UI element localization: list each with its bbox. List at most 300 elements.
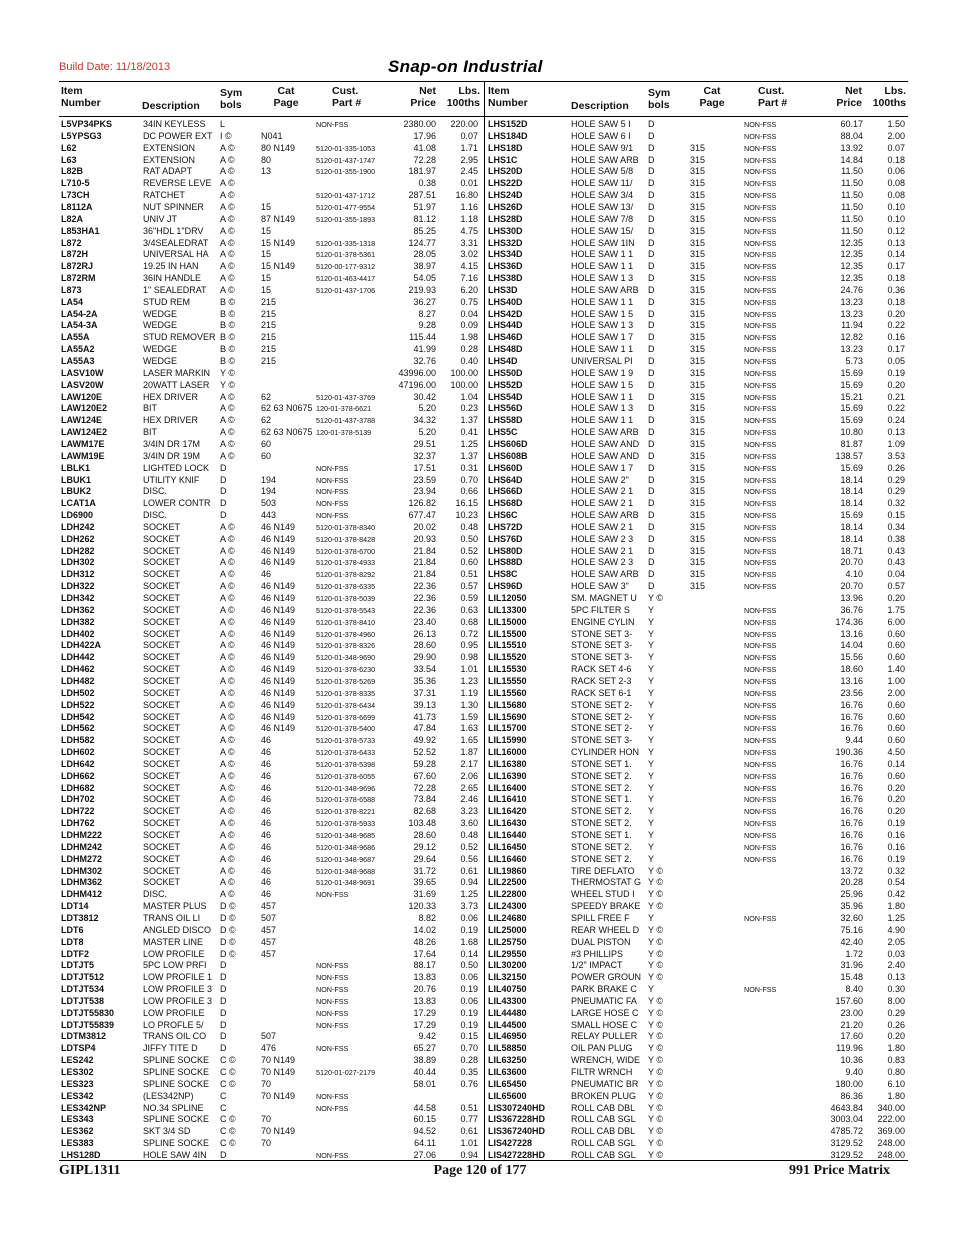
table-row: [0, 261, 960, 273]
item-cust-part: 5120-01-378-4960: [316, 629, 376, 639]
table-row: [0, 617, 960, 629]
item-description: HOLE SAW 1 3: [571, 273, 634, 284]
item-net-price: 31.69: [413, 889, 436, 900]
item-cust-part: 5120-01-378-6699: [316, 712, 376, 722]
item-net-price: 88.04: [840, 130, 863, 141]
item-weight: 2.06: [460, 770, 478, 781]
item-number: LHS152D: [488, 119, 528, 129]
item-net-price: 16.76: [840, 699, 863, 710]
item-number: LHS50D: [488, 367, 523, 378]
item-weight: 0.31: [460, 462, 478, 473]
item-description: RATCHET: [143, 190, 185, 201]
item-cust-part: NON-FSS: [744, 736, 777, 746]
item-description: HOLE SAW 3/4: [571, 190, 634, 201]
item-symbols: A ©: [220, 284, 235, 295]
item-net-price: 47196.00: [398, 379, 436, 390]
item-cust-part: 5120-01-378-8326: [316, 641, 376, 651]
table-row: [0, 913, 960, 925]
item-weight: 1.01: [460, 664, 478, 675]
item-description: WRENCH, WIDE: [571, 1055, 640, 1066]
item-net-price: 44.58: [413, 1102, 436, 1113]
item-cust-part: NON-FSS: [744, 475, 777, 485]
item-description: MASTER PLUS: [143, 901, 207, 912]
item-cust-part: 5120-01-378-6434: [316, 700, 376, 710]
item-weight: 1.25: [887, 912, 905, 923]
item-number: LIL24680: [488, 912, 527, 923]
item-cat-page: 70 N149: [261, 1067, 296, 1077]
item-symbols: Y: [648, 711, 655, 722]
item-description: JIFFY TITE D: [143, 1043, 198, 1054]
item-weight: 0.70: [460, 1043, 478, 1054]
item-net-price: 38.97: [413, 261, 436, 272]
item-number: LHS1C: [488, 154, 518, 165]
item-description: SOCKET: [143, 687, 181, 698]
item-net-price: 73.84: [413, 794, 436, 805]
item-weight: 0.22: [887, 403, 905, 414]
item-net-price: 9.40: [845, 1067, 863, 1077]
item-number: LIL16380: [488, 758, 527, 769]
item-net-price: 2380.00: [403, 119, 436, 129]
item-weight: 0.09: [460, 320, 478, 331]
item-net-price: 4643.84: [830, 1102, 863, 1113]
item-net-price: 17.29: [413, 1019, 436, 1030]
item-symbols: D: [648, 213, 655, 224]
item-weight: 1.98: [460, 332, 478, 343]
item-symbols: A ©: [220, 794, 235, 805]
item-net-price: 42.40: [840, 936, 863, 947]
item-number: LDH482: [61, 675, 95, 686]
left-header-item: Item Number: [61, 85, 101, 109]
item-description: SOCKET: [143, 865, 181, 876]
item-number: LDTJT538: [61, 995, 105, 1006]
item-weight: 248.00: [877, 1138, 905, 1149]
item-cat-page: 80 N149: [261, 142, 296, 153]
item-cust-part: NON-FSS: [744, 795, 777, 805]
item-symbols: Y: [648, 747, 655, 758]
item-weight: 0.20: [887, 806, 905, 817]
item-symbols: A ©: [220, 261, 235, 272]
item-cat-page: 315: [690, 344, 706, 355]
item-description: SOCKET: [143, 699, 181, 710]
item-description: HOLE SAW AND: [571, 438, 640, 449]
item-cust-part: NON-FSS: [744, 250, 777, 260]
item-net-price: 39.65: [413, 877, 436, 888]
item-symbols: C ©: [220, 1067, 236, 1077]
table-row: [0, 332, 960, 344]
item-cust-part: 5120-01-378-6433: [316, 748, 376, 758]
item-cust-part: 5120-01-348-9687: [316, 854, 376, 864]
item-net-price: 21.20: [840, 1019, 863, 1030]
item-cust-part: NON-FSS: [744, 131, 777, 141]
item-net-price: 86.36: [840, 1090, 863, 1101]
item-number: LHS80D: [488, 545, 523, 556]
item-number: LDH402: [61, 628, 95, 639]
item-net-price: 60.15: [413, 1114, 436, 1125]
item-net-price: 38.89: [413, 1055, 436, 1066]
item-symbols: D: [648, 545, 655, 556]
item-number: LDT6: [61, 924, 84, 935]
item-description: (LES342NP): [143, 1090, 194, 1101]
item-cust-part: NON-FSS: [744, 439, 777, 449]
item-net-price: 18.14: [840, 498, 863, 509]
left-header-lbs: Lbs. 100ths: [446, 85, 480, 109]
item-symbols: Y ©: [648, 889, 663, 900]
table-row: [0, 712, 960, 724]
item-cust-part: NON-FSS: [744, 167, 777, 177]
item-description: LARGE HOSE C: [571, 1007, 639, 1018]
item-description: SOCKET: [143, 830, 181, 840]
table-row: [0, 901, 960, 913]
item-weight: 0.30: [887, 984, 905, 995]
item-cust-part: 5120-01-437-3788: [316, 416, 376, 426]
item-number: LIL16450: [488, 841, 527, 852]
item-description: CYLINDER HON: [571, 747, 640, 758]
item-symbols: A ©: [220, 735, 235, 746]
item-weight: 0.60: [887, 699, 905, 710]
item-symbols: A ©: [220, 166, 235, 177]
item-symbols: D: [648, 403, 655, 414]
item-symbols: A ©: [220, 201, 235, 212]
item-weight: 0.14: [460, 948, 478, 959]
item-symbols: D: [648, 367, 655, 378]
item-cat-page: 315: [690, 213, 706, 224]
item-number: L872RM: [61, 273, 96, 284]
item-net-price: 24.76: [840, 284, 863, 295]
item-symbols: A ©: [220, 403, 235, 414]
table-row: [0, 1091, 960, 1103]
item-description: HOLE SAW 2 1: [571, 545, 634, 556]
item-description: STONE SET 1.: [571, 758, 632, 769]
item-net-price: 32.60: [840, 912, 863, 923]
item-cust-part: NON-FSS: [744, 783, 777, 793]
item-description: STUD REM: [143, 296, 190, 307]
item-description: HOLE SAW 1 1: [571, 261, 634, 272]
item-symbols: A ©: [220, 415, 235, 426]
item-description: ROLL CAB DBL: [571, 1126, 636, 1137]
item-weight: 4.90: [887, 924, 905, 935]
item-symbols: D: [220, 1149, 227, 1160]
item-description: SOCKET: [143, 604, 181, 615]
item-net-price: 52.52: [413, 747, 436, 758]
table-row: [0, 1103, 960, 1115]
item-symbols: A ©: [220, 687, 235, 698]
item-net-price: 33.54: [413, 664, 436, 675]
build-date: Build Date: 11/18/2013: [59, 61, 171, 73]
item-cust-part: NON-FSS: [744, 487, 777, 497]
item-number: LDH462: [61, 664, 95, 675]
item-cust-part: NON-FSS: [744, 676, 777, 686]
item-number: LHS6C: [488, 510, 518, 521]
item-net-price: 174.36: [835, 616, 863, 627]
table-row: [0, 1138, 960, 1150]
item-symbols: D: [648, 332, 655, 343]
item-description: THERMOSTAT G: [571, 877, 642, 888]
table-row: [0, 581, 960, 593]
item-description: HOLE SAW 1 1: [571, 296, 634, 307]
item-cust-part: 5120-01-348-9685: [316, 831, 376, 840]
item-net-price: 10.36: [840, 1055, 863, 1066]
item-description: HOLE SAW 5/8: [571, 166, 634, 177]
item-weight: 8.00: [887, 995, 905, 1006]
item-number: LES383: [61, 1138, 94, 1149]
item-number: LHS606D: [488, 438, 528, 449]
item-description: TIRE DEFLATO: [571, 865, 635, 876]
item-net-price: 9.44: [845, 735, 863, 746]
item-net-price: 138.57: [835, 450, 863, 461]
item-net-price: 190.36: [835, 747, 863, 758]
item-symbols: D: [648, 379, 655, 390]
item-weight: 0.41: [460, 427, 478, 438]
item-cat-page: 15: [261, 273, 272, 284]
item-number: LDH562: [61, 723, 95, 734]
item-number: LASV10W: [61, 367, 104, 378]
item-net-price: 65.27: [413, 1043, 436, 1054]
item-weight: 1.75: [887, 604, 905, 615]
item-symbols: D: [648, 391, 655, 402]
item-net-price: 94.52: [413, 1126, 436, 1137]
item-weight: 100.00: [450, 367, 478, 378]
item-net-price: 15.69: [840, 415, 863, 426]
item-net-price: 13.83: [413, 972, 436, 983]
table-row: [0, 522, 960, 534]
item-net-price: 12.35: [840, 261, 863, 272]
item-number: LDHM222: [61, 830, 103, 840]
item-symbols: Y ©: [648, 1043, 663, 1054]
item-weight: 2.45: [460, 166, 478, 177]
table-row: [0, 818, 960, 830]
item-cat-page: 315: [690, 391, 706, 402]
table-row: [0, 285, 960, 297]
item-cust-part: NON-FSS: [744, 357, 777, 366]
item-symbols: D: [648, 237, 655, 248]
item-weight: 0.23: [460, 403, 478, 414]
item-symbols: Y ©: [648, 1055, 663, 1066]
item-cat-page: 215: [261, 332, 277, 343]
item-number: LIL63250: [488, 1055, 527, 1066]
table-row: [0, 794, 960, 806]
item-cat-page: 70 N149: [261, 1090, 296, 1101]
item-weight: 1.68: [460, 936, 478, 947]
item-weight: 3.02: [460, 249, 478, 260]
item-weight: 0.36: [887, 284, 905, 295]
item-cat-page: 315: [690, 178, 706, 189]
item-number: LDHM272: [61, 853, 103, 864]
item-description: SOCKET: [143, 652, 181, 663]
item-description: DISC.: [143, 889, 168, 900]
item-cat-page: 60: [261, 438, 272, 449]
item-description: HOLE SAW 11/: [571, 178, 633, 189]
item-cat-page: 315: [690, 462, 706, 473]
item-weight: 0.17: [887, 344, 905, 355]
item-cat-page: 70 N149: [261, 1126, 296, 1137]
item-symbols: A ©: [220, 178, 235, 189]
item-description: UNIV JT: [143, 213, 178, 224]
item-cat-page: 46: [261, 853, 272, 864]
item-number: L5VP34PKS: [61, 119, 113, 129]
item-number: LIL15990: [488, 735, 527, 746]
item-number: LHS44D: [488, 320, 523, 331]
item-cust-part: NON-FSS: [744, 191, 777, 201]
item-weight: 0.52: [460, 545, 478, 556]
item-cust-part: 5120-01-378-6055: [316, 771, 376, 781]
item-net-price: 15.69: [840, 510, 863, 521]
item-weight: 2.46: [460, 794, 478, 805]
item-weight: 1.40: [887, 664, 905, 675]
item-net-price: 15.21: [840, 391, 863, 402]
table-row: [0, 605, 960, 617]
item-symbols: Y: [648, 912, 655, 923]
table-row: [0, 143, 960, 155]
item-cat-page: 215: [261, 356, 277, 366]
item-weight: 0.20: [887, 1031, 905, 1042]
item-cust-part: NON-FSS: [744, 120, 777, 129]
item-cust-part: 120-01-378-5139: [316, 428, 372, 438]
item-weight: 0.19: [887, 367, 905, 378]
item-cat-page: 15 N149: [261, 261, 296, 272]
table-row: [0, 1020, 960, 1032]
item-number: LIL25750: [488, 936, 527, 947]
item-description: ANGLED DISCO: [143, 924, 212, 935]
item-weight: 1.80: [887, 901, 905, 912]
item-cust-part: NON-FSS: [316, 1150, 349, 1160]
item-cat-page: 46: [261, 794, 272, 805]
item-symbols: D: [220, 486, 227, 497]
item-cat-page: 315: [690, 581, 706, 592]
left-header-cust: Cust. Part #: [332, 85, 362, 109]
item-number: L82A: [61, 213, 84, 224]
item-symbols: A ©: [220, 569, 235, 580]
item-number: LIL16390: [488, 770, 527, 781]
item-symbols: D: [648, 474, 655, 485]
left-header-description: Description: [142, 100, 200, 112]
item-cat-page: 315: [690, 296, 706, 307]
item-symbols: A ©: [220, 711, 235, 722]
item-number: LHS60D: [488, 462, 523, 473]
item-cust-part: NON-FSS: [744, 712, 777, 722]
item-description: LOWER CONTR: [143, 498, 211, 509]
item-weight: 6.00: [887, 616, 905, 627]
item-number: LIL16400: [488, 782, 527, 793]
item-description: BIT: [143, 427, 158, 438]
item-cat-page: 62: [261, 391, 272, 402]
item-symbols: D: [220, 462, 227, 473]
item-net-price: 119.96: [836, 1043, 863, 1054]
item-weight: 0.51: [460, 569, 478, 580]
item-number: LIL58850: [488, 1043, 527, 1054]
item-weight: 16.15: [455, 498, 478, 509]
item-cat-page: 476: [261, 1043, 277, 1054]
item-number: LDH582: [61, 735, 95, 746]
item-net-price: 5.20: [418, 403, 436, 414]
item-cat-page: 15: [261, 249, 272, 260]
item-weight: 0.32: [887, 865, 905, 876]
item-number: LIL15520: [488, 652, 527, 663]
item-cat-page: 457: [261, 901, 277, 912]
item-description: 1" SEALEDRAT: [143, 284, 207, 295]
item-weight: 0.20: [887, 379, 905, 390]
item-weight: 0.16: [887, 841, 905, 852]
item-net-price: 59.28: [413, 758, 436, 769]
item-description: LASER MARKIN: [143, 367, 211, 378]
item-number: LDH422A: [61, 640, 102, 651]
item-net-price: 11.50: [841, 178, 863, 189]
item-number: LHS26D: [488, 201, 523, 212]
item-number: LIL15500: [488, 628, 527, 639]
item-symbols: D: [648, 510, 655, 521]
item-net-price: 25.96: [840, 889, 863, 900]
item-description: REVERSE LEVE: [143, 178, 212, 189]
item-net-price: 11.50: [841, 190, 863, 201]
item-symbols: Y: [648, 699, 655, 710]
item-symbols: D: [648, 438, 655, 449]
item-weight: 0.20: [887, 794, 905, 805]
item-number: LAWM17E: [61, 438, 105, 449]
item-description: SPLINE SOCKE: [143, 1114, 210, 1125]
item-net-price: 120.33: [408, 901, 436, 912]
item-net-price: 72.28: [413, 782, 436, 793]
item-cust-part: NON-FSS: [316, 961, 349, 971]
item-description: SOCKET: [143, 735, 181, 746]
item-number: LIL15000: [488, 616, 527, 627]
item-symbols: Y: [648, 616, 655, 627]
item-symbols: Y ©: [220, 367, 235, 378]
item-symbols: D: [220, 474, 227, 485]
item-number: LIS427228HD: [488, 1149, 546, 1160]
item-description: RACK SET 4-6: [571, 664, 632, 675]
item-net-price: 5.20: [418, 427, 436, 438]
table-row: [0, 1114, 960, 1126]
item-net-price: 4785.72: [830, 1126, 863, 1137]
item-symbols: D: [648, 273, 655, 284]
item-symbols: A ©: [220, 604, 235, 615]
item-net-price: 13.16: [840, 675, 863, 686]
item-weight: 1.30: [460, 699, 478, 710]
item-net-price: 0.38: [418, 178, 436, 189]
item-weight: 1.16: [460, 201, 478, 212]
item-cust-part: 5120-00-177-9312: [316, 262, 376, 272]
item-description: SOCKET: [143, 770, 181, 781]
item-description: SOCKET: [143, 782, 181, 793]
item-description: ROLL CAB SGL: [571, 1114, 636, 1125]
item-symbols: Y: [648, 628, 655, 639]
item-description: STONE SET 2.: [571, 841, 632, 852]
item-net-price: 12.35: [840, 273, 863, 284]
item-cust-part: NON-FSS: [316, 499, 349, 509]
table-row: [0, 996, 960, 1008]
item-number: LIL12050: [488, 593, 527, 603]
item-description: HOLE SAW 2": [571, 474, 629, 485]
item-cat-page: 315: [690, 237, 706, 248]
item-weight: 0.16: [887, 332, 905, 343]
item-weight: 0.06: [887, 166, 905, 177]
table-row: [0, 131, 960, 143]
item-number: LA54-2A: [61, 308, 98, 319]
table-row: [0, 877, 960, 889]
item-cat-page: 315: [690, 320, 706, 331]
right-header-cat: Cat Page: [699, 85, 725, 109]
item-number: LDHM362: [61, 877, 103, 888]
item-symbols: D: [648, 308, 655, 319]
item-description: HOLE SAW 3": [571, 581, 629, 592]
item-description: HOLE SAW 1 3: [571, 320, 634, 331]
item-weight: 0.32: [887, 498, 905, 509]
item-description: SOCKET: [143, 723, 181, 734]
item-description: HEX DRIVER: [143, 391, 199, 402]
item-symbols: D: [648, 178, 655, 189]
item-cust-part: 5120-01-348-9690: [316, 653, 376, 663]
item-description: HOLE SAW 1 3: [571, 403, 634, 414]
item-weight: 1.09: [887, 438, 905, 449]
